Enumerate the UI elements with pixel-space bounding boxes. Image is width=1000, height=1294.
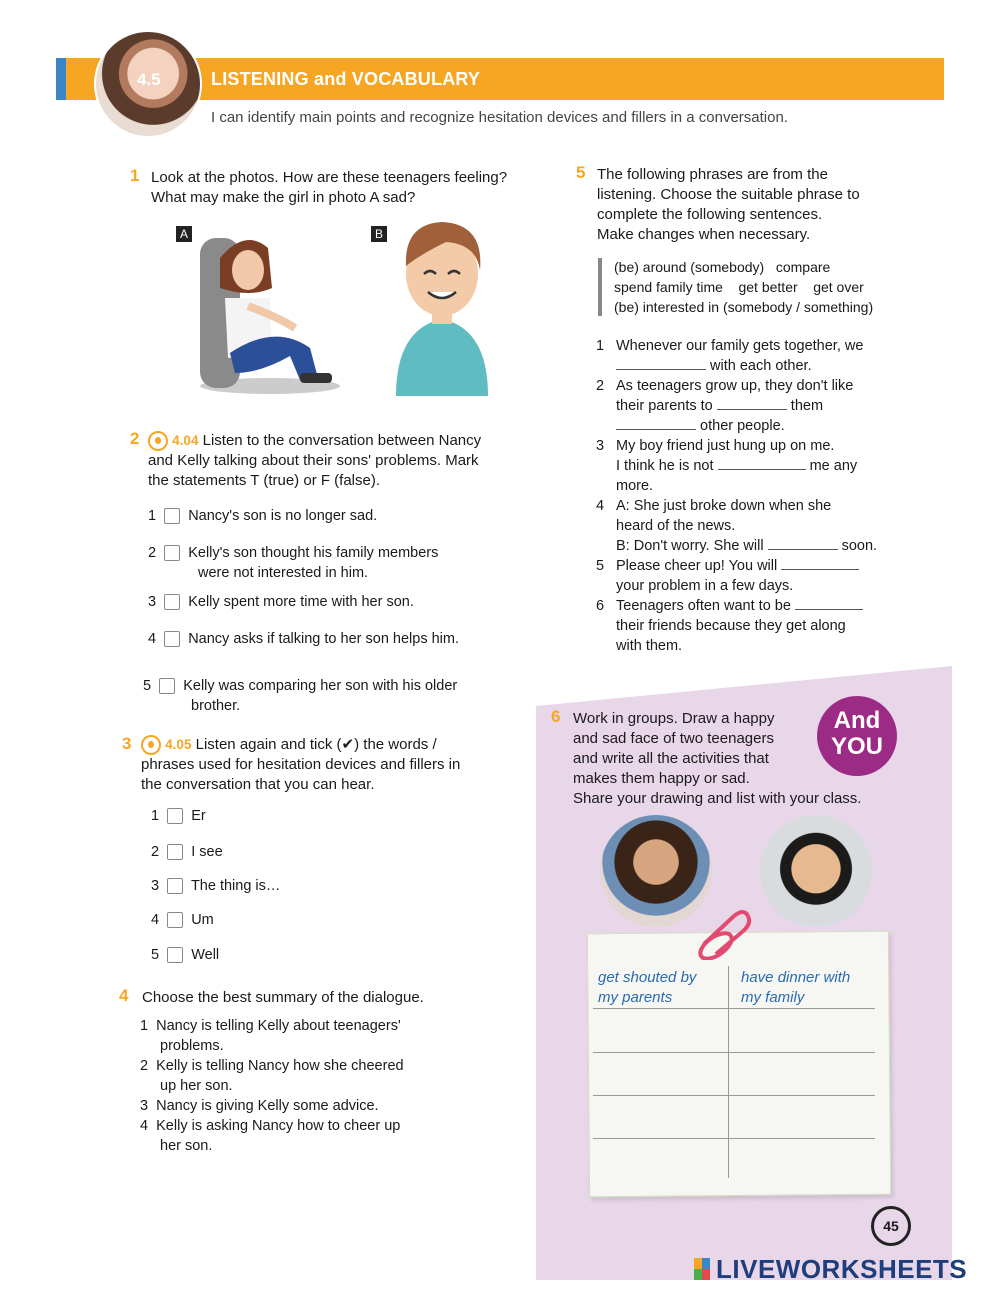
liveworksheets-brand: LIVEWORKSHEETS bbox=[716, 1254, 968, 1284]
sad-girl-illustration bbox=[190, 228, 350, 396]
blank-5[interactable] bbox=[781, 557, 859, 570]
q3-item-5: 5 Well bbox=[151, 947, 220, 963]
q5-sentence-3: 3 My boy friend just hung up on me. I think he is not me any more. bbox=[596, 438, 858, 494]
table-header-sad: get shouted by my parents bbox=[598, 969, 697, 1006]
q3-checkbox-3[interactable] bbox=[167, 878, 183, 894]
q3-checkbox-1[interactable] bbox=[167, 808, 183, 824]
q5-sentence-4: 4 A: She just broke down when she heard of the news. B: Don't worry. She will soon. bbox=[596, 498, 878, 554]
lesson-title: LISTENING and VOCABULARY bbox=[211, 69, 481, 89]
q5-instruction: The following phrases are from the listening. Choose the suitable phrase to complete the following sentences. Make changes when necessary. bbox=[597, 166, 860, 243]
table-rule bbox=[593, 1095, 875, 1096]
table-rule bbox=[593, 1138, 875, 1139]
audio-icon[interactable] bbox=[148, 431, 168, 451]
and-you-badge: And YOU bbox=[817, 696, 897, 776]
q2-line2: and Kelly talking about their sons' problems. Mark bbox=[148, 452, 479, 470]
q3-instruction bbox=[141, 735, 541, 795]
q2-instruction bbox=[148, 431, 548, 491]
q4-options bbox=[140, 1016, 470, 1156]
q4-number: 4 bbox=[119, 986, 129, 1005]
lesson-objective: I can identify main points and recognize hesitation devices and fillers in a conversation. bbox=[211, 109, 788, 126]
blank-3[interactable] bbox=[718, 457, 806, 470]
q6-instruction: Work in groups. Draw a happy and sad face of two teenagers and write all the activities that makes them happy or sad. Share your drawing and list with your class. bbox=[573, 710, 862, 807]
q3-item-1: 1 Er bbox=[151, 808, 206, 824]
q3-checkbox-5[interactable] bbox=[167, 947, 183, 963]
q3-checkbox-2[interactable] bbox=[167, 844, 183, 860]
blank-6[interactable] bbox=[795, 597, 863, 610]
q3-number: 3 bbox=[122, 734, 132, 753]
q2-number: 2 bbox=[130, 429, 140, 448]
q5-sentence-2: 2 As teenagers grow up, they don't like their parents to them other people. bbox=[596, 378, 854, 434]
q1-instruction bbox=[151, 168, 507, 208]
q2-item-1: 1 Nancy's son is no longer sad. bbox=[148, 508, 378, 524]
happy-teen-photo bbox=[760, 815, 872, 927]
q2-item-2: 2 Kelly's son thought his family members were not interested in him. bbox=[148, 545, 439, 581]
blank-1[interactable] bbox=[616, 357, 706, 370]
header-accent bbox=[56, 58, 66, 100]
q5-number: 5 bbox=[576, 163, 586, 182]
q4-option-1[interactable]: 1 Nancy is telling Kelly about teenagers' problems. bbox=[140, 1018, 401, 1054]
photo-b-label: B bbox=[371, 226, 387, 242]
q4-option-4[interactable]: 4 Kelly is asking Nancy how to cheer up her son. bbox=[140, 1118, 401, 1154]
q5-sentence-6: 6 Teenagers often want to be their friends because they get along with them. bbox=[596, 596, 896, 656]
audio-icon[interactable] bbox=[141, 735, 161, 755]
lesson-number: 4.5 bbox=[137, 70, 161, 89]
q5-sentence-1: 1 Whenever our family gets together, we with each other. bbox=[596, 338, 864, 374]
q5-sentence-5: 5 Please cheer up! You will your problem in a few days. bbox=[596, 556, 896, 596]
q2-item-5: 5 Kelly was comparing her son with his older brother. bbox=[143, 678, 458, 714]
q2-checkbox-1[interactable] bbox=[164, 508, 180, 524]
q2-checkbox-3[interactable] bbox=[164, 594, 180, 610]
liveworksheets-logo-icon bbox=[694, 1258, 710, 1280]
q1-number: 1 bbox=[130, 166, 140, 185]
q2-item-4: 4 Nancy asks if talking to her son helps him. bbox=[148, 631, 459, 647]
q3-line3: the conversation that you can hear. bbox=[141, 776, 375, 794]
q1-line2: What may make the girl in photo A sad? bbox=[151, 189, 416, 206]
phrase-box: (be) around (somebody) compare spend family time get better get over (be) interested in (somebody / something) bbox=[614, 259, 874, 315]
q2-track: 4.04 bbox=[172, 433, 199, 448]
q3-checkbox-4[interactable] bbox=[167, 912, 183, 928]
blank-4[interactable] bbox=[768, 537, 838, 550]
q2-line1: Listen to the conversation between Nancy bbox=[202, 432, 482, 449]
photo-a-label: A bbox=[176, 226, 192, 242]
phrase-box-rule bbox=[598, 258, 602, 316]
q2-line3: the statements T (true) or F (false). bbox=[148, 472, 381, 490]
blank-2b[interactable] bbox=[616, 417, 696, 430]
table-rule bbox=[593, 1008, 875, 1009]
q3-item-4: 4 Um bbox=[151, 912, 214, 928]
table-header-happy: have dinner with my family bbox=[741, 969, 851, 1006]
q4-title: Choose the best summary of the dialogue. bbox=[142, 989, 424, 1006]
q3-line2: phrases used for hesitation devices and fillers in bbox=[141, 756, 461, 774]
q5-sentences bbox=[596, 336, 896, 656]
q3-item-2: 2 I see bbox=[151, 844, 223, 860]
q3-track: 4.05 bbox=[165, 737, 192, 752]
q3-item-3: 3 The thing is… bbox=[151, 878, 281, 894]
q2-item-3: 3 Kelly spent more time with her son. bbox=[148, 594, 414, 610]
q2-checkbox-5[interactable] bbox=[159, 678, 175, 694]
happy-boy-illustration bbox=[386, 214, 498, 396]
blank-2a[interactable] bbox=[717, 397, 787, 410]
q3-line1: Listen again and tick (✔) the words / bbox=[195, 736, 437, 753]
q4-option-3[interactable]: 3 Nancy is giving Kelly some advice. bbox=[140, 1098, 379, 1114]
table-divider bbox=[728, 966, 729, 1178]
table-rule bbox=[593, 1052, 875, 1053]
page-number: 45 bbox=[871, 1206, 911, 1246]
q1-line1: Look at the photos. How are these teenagers feeling? bbox=[151, 169, 508, 186]
q6-number: 6 bbox=[551, 707, 561, 726]
paperclip-icon bbox=[694, 910, 754, 960]
q4-option-2[interactable]: 2 Kelly is telling Nancy how she cheered up her son. bbox=[140, 1058, 404, 1094]
q2-checkbox-2[interactable] bbox=[164, 545, 180, 561]
q2-checkbox-4[interactable] bbox=[164, 631, 180, 647]
activity-table bbox=[593, 966, 875, 1178]
